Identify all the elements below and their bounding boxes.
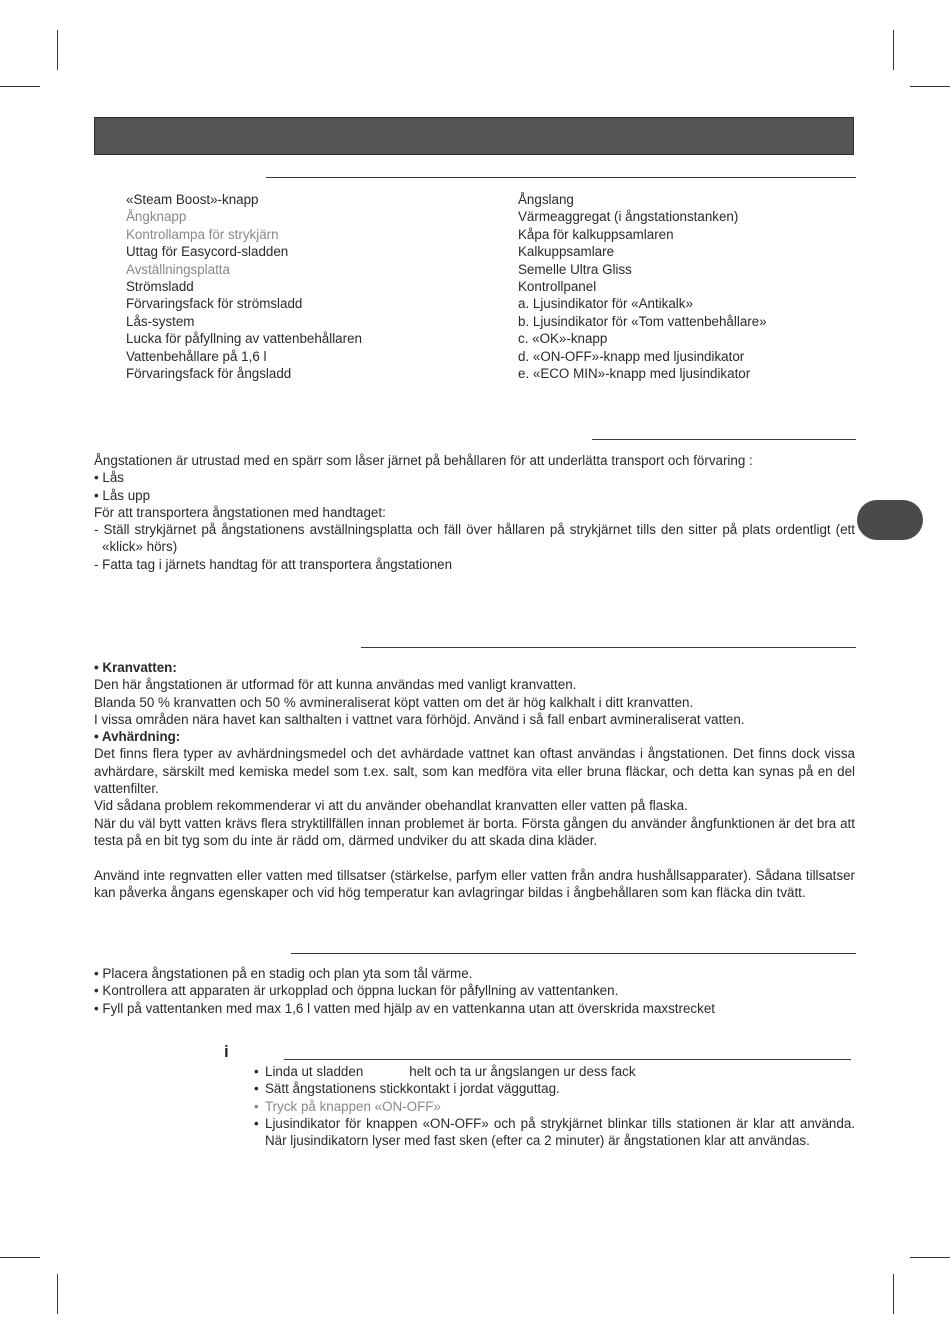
step-text: Linda ut sladden — [265, 1064, 364, 1079]
crop-mark — [893, 1274, 894, 1314]
part-item: Värmeaggregat (i ångstationstanken) — [518, 209, 739, 225]
info-icon: i — [224, 1042, 229, 1061]
paragraph: Blanda 50 % kranvatten och 50 % avmineraliserat köpt vatten om det är hög kalkhalt i ditt kranvatten. — [94, 694, 694, 710]
paragraph: När du väl bytt vatten krävs flera stryktillfällen innan problemet är borta. Första gången du använder ångfunktionen är det bra att testa på en bit tyg som du inte är rädd om, därmed undviker du att skada dina kläder. — [94, 815, 855, 848]
step-item: - Ställ strykjärnet på ångstationens avställningsplatta och fäll över hållaren på strykjärnet tills den sitter på plats ordentligt (ett «klick» hörs) — [94, 522, 855, 555]
section-rule — [266, 177, 856, 178]
part-item: Semelle Ultra Gliss — [518, 261, 632, 277]
fill-section — [94, 965, 855, 1017]
paragraph: Vid sådana problem rekommenderar vi att du använder obehandlat kranvatten eller vatten på flaska. — [94, 798, 688, 814]
part-item: d. «ON-OFF»-knapp med ljusindikator — [518, 348, 745, 364]
crop-mark — [0, 86, 40, 87]
paragraph: Ångstationen är utrustad med en spärr som låser järnet på behållaren för att underlätta transport och förvaring : — [94, 453, 753, 468]
water-section — [94, 659, 855, 901]
paragraph: I vissa områden nära havet kan salthalten i vattnet vara förhöjd. Använd i så fall enbart avmineraliserat vatten. — [94, 711, 745, 727]
paragraph: Den här ångstationen är utformad för att kunna användas med vanligt kranvatten. — [94, 677, 577, 693]
subheading: • Avhärdning: — [94, 729, 181, 745]
part-item: Avställningsplatta — [126, 261, 230, 277]
part-item: Strömsladd — [126, 279, 194, 295]
paragraph: Det finns flera typer av avhärdningsmedel och det avhärdade vattnet kan oftast användas i ångstationen. Det finns dock vissa avhärdare, särskilt med kemiska medel som t.ex. salt, som kan medföra vita eller bruna fläckar, och detta kan synas på en del vattenfilter. — [94, 746, 855, 797]
part-item: Uttag för Easycord-sladden — [126, 244, 289, 260]
part-item: Ångknapp — [126, 209, 187, 225]
crop-mark — [0, 1257, 40, 1258]
bullet-item: • Placera ångstationen på en stadig och plan yta som tål värme. — [94, 966, 473, 981]
part-item: c. «OK»-knapp — [518, 331, 608, 347]
crop-mark — [910, 1257, 950, 1258]
part-item: Lucka för påfyllning av vattenbehållaren — [126, 331, 362, 347]
paragraph: För att transportera ångstationen med handtaget: — [94, 504, 386, 520]
crop-mark — [910, 86, 950, 87]
crop-mark — [57, 1274, 58, 1314]
crop-mark — [893, 30, 894, 70]
part-item: Förvaringsfack för ångsladd — [126, 366, 292, 382]
warning-paragraph: Använd inte regnvatten eller vatten med tillsatser (stärkelse, parfym eller vatten från andra hushållsapparater). Sådana tillsatser kan påverka ångans egenskaper och vid hög temperatur kan avlagringar bildas i ångbehållaren som kan fläcka din tvätt. — [94, 867, 855, 900]
part-item: Lås-system — [126, 313, 195, 329]
part-item: Kåpa för kalkuppsamlaren — [518, 226, 674, 242]
part-item: Vattenbehållare på 1,6 l — [126, 348, 267, 364]
part-item: e. «ECO MIN»-knapp med ljusindikator — [518, 366, 751, 382]
crop-mark — [57, 30, 58, 70]
bullet-item: • Kontrollera att apparaten är urkopplad och öppna luckan för påfyllning av vattentanken. — [94, 983, 619, 999]
section-rule — [284, 1059, 851, 1060]
part-item: b. Ljusindikator för «Tom vattenbehållare» — [518, 313, 767, 329]
bullet-item: • Sätt ångstationens stickkontakt i jordat vägguttag. — [254, 1080, 855, 1097]
bullet-item: • Lås upp — [94, 487, 151, 503]
header-bar — [94, 117, 854, 155]
parts-list-left — [126, 191, 362, 382]
step-text: helt och ta ur ångslangen ur dess fack — [409, 1064, 636, 1079]
section-rule — [291, 953, 856, 954]
part-item: Kalkuppsamlare — [518, 244, 615, 260]
section-rule — [361, 647, 856, 648]
bullet-item: • Lås — [94, 470, 124, 486]
section-rule — [592, 439, 856, 440]
bullet-item: • Tryck på knappen «ON-OFF» — [254, 1098, 855, 1115]
step-item: - Fatta tag i järnets handtag för att transportera ångstationen — [94, 556, 453, 572]
startup-steps — [254, 1063, 855, 1149]
part-item: «Steam Boost»-knapp — [126, 192, 259, 207]
part-item: a. Ljusindikator för «Antikalk» — [518, 296, 693, 312]
parts-list-right — [518, 191, 767, 382]
language-tab-marker — [857, 500, 923, 540]
part-item: Ångslang — [518, 192, 574, 207]
part-item: Kontrollampa för strykjärn — [126, 226, 279, 242]
subheading: • Kranvatten: — [94, 660, 177, 675]
bullet-item — [254, 1063, 855, 1080]
bullet-item: • Ljusindikator för knappen «ON-OFF» och på strykjärnet blinkar tills stationen är klar att använda. När ljusindikatorn lyser med fast sken (efter ca 2 minuter) är ångstationen klar att användas. — [254, 1115, 855, 1150]
part-item: Förvaringsfack för strömsladd — [126, 296, 303, 312]
bullet-item: • Fyll på vattentanken med max 1,6 l vatten med hjälp av en vattenkanna utan att överskrida maxstrecket — [94, 1000, 715, 1016]
lock-section — [94, 452, 855, 573]
part-item: Kontrollpanel — [518, 279, 597, 295]
